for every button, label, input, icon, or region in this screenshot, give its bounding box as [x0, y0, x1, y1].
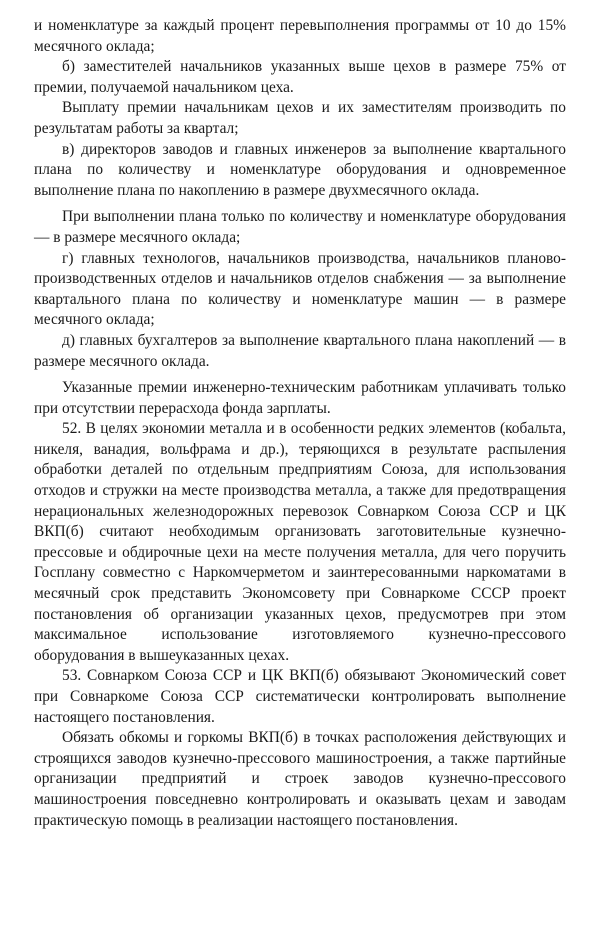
- paragraph-7: д) главных бухгалтеров за выполнение квартального плана накоплений — в размере месячного оклада.: [34, 331, 566, 370]
- paragraph-8: Указанные премии инженерно-техническим работникам уплачивать только при отсутствии перерасхода фонда зарплаты.: [34, 379, 566, 417]
- paragraph-4: в) директоров заводов и главных инженеров за выполнение квартального плана по количеству и номенклатуре оборудования и одновременное выполнение плана по накоплению в размере двухмесячного оклада.: [34, 140, 566, 199]
- paragraph-5: При выполнении плана только по количеству и номенклатуре оборудования — в размере месячного оклада;: [34, 208, 566, 246]
- paragraph-3: Выплату премии начальникам цехов и их заместителям производить по результатам работы за квартал;: [34, 99, 566, 137]
- paragraph-9: 52. В целях экономии металла и в особенности редких элементов (кобальта, никеля, ванадия, вольфрама и др.), теряющихся в результате распыления обработки деталей по отдельным предприятиям Союза, для использования отходов и стружки на месте производства металла, а также для предотвращения нерациональных железнодорожных перевозок Совнарком Союза ССР и ЦК ВКП(б) считают необходимым организовать заготовительные кузнечно-прессовые и обдирочные цехи на месте получения металла, для чего поручить Госплану совместно с Наркомчерметом и заинтересованными наркоматами в месячный срок представить Экономсовету при Совнаркоме СССР проект постановления об организации указанных цехов, предусмотрев при этом максимальное использование изготовляемого кузнечно-прессового оборудования в вышеуказанных цехах.: [34, 420, 566, 664]
- document-page: [34, 16, 566, 831]
- paragraph-1: и номенклатуре за каждый процент перевыполнения программы от 10 до 15% месячного оклада;: [34, 17, 566, 55]
- paragraph-10: 53. Совнарком Союза ССР и ЦК ВКП(б) обязывают Экономический совет при Совнаркоме Союза ССР систематически контролировать выполнение настоящего постановления.: [34, 667, 566, 726]
- paragraph-2: б) заместителей начальников указанных выше цехов в размере 75% от премии, получаемой начальником цеха.: [34, 58, 566, 96]
- paragraph-11: Обязать обкомы и горкомы ВКП(б) в точках расположения действующих и строящихся заводов кузнечно-прессового машиностроения, а также партийные организации предприятий и строек заводов кузнечно-прессового машиностроения повседневно контролировать и оказывать цехам и заводам практическую помощь в реализации настоящего постановления.: [34, 729, 566, 829]
- paragraph-6: г) главных технологов, начальников производства, начальников планово-производственных отделов и начальников отделов снабжения — за выполнение квартального плана по количеству и номенклатуре машин — в размере месячного оклада;: [34, 249, 566, 329]
